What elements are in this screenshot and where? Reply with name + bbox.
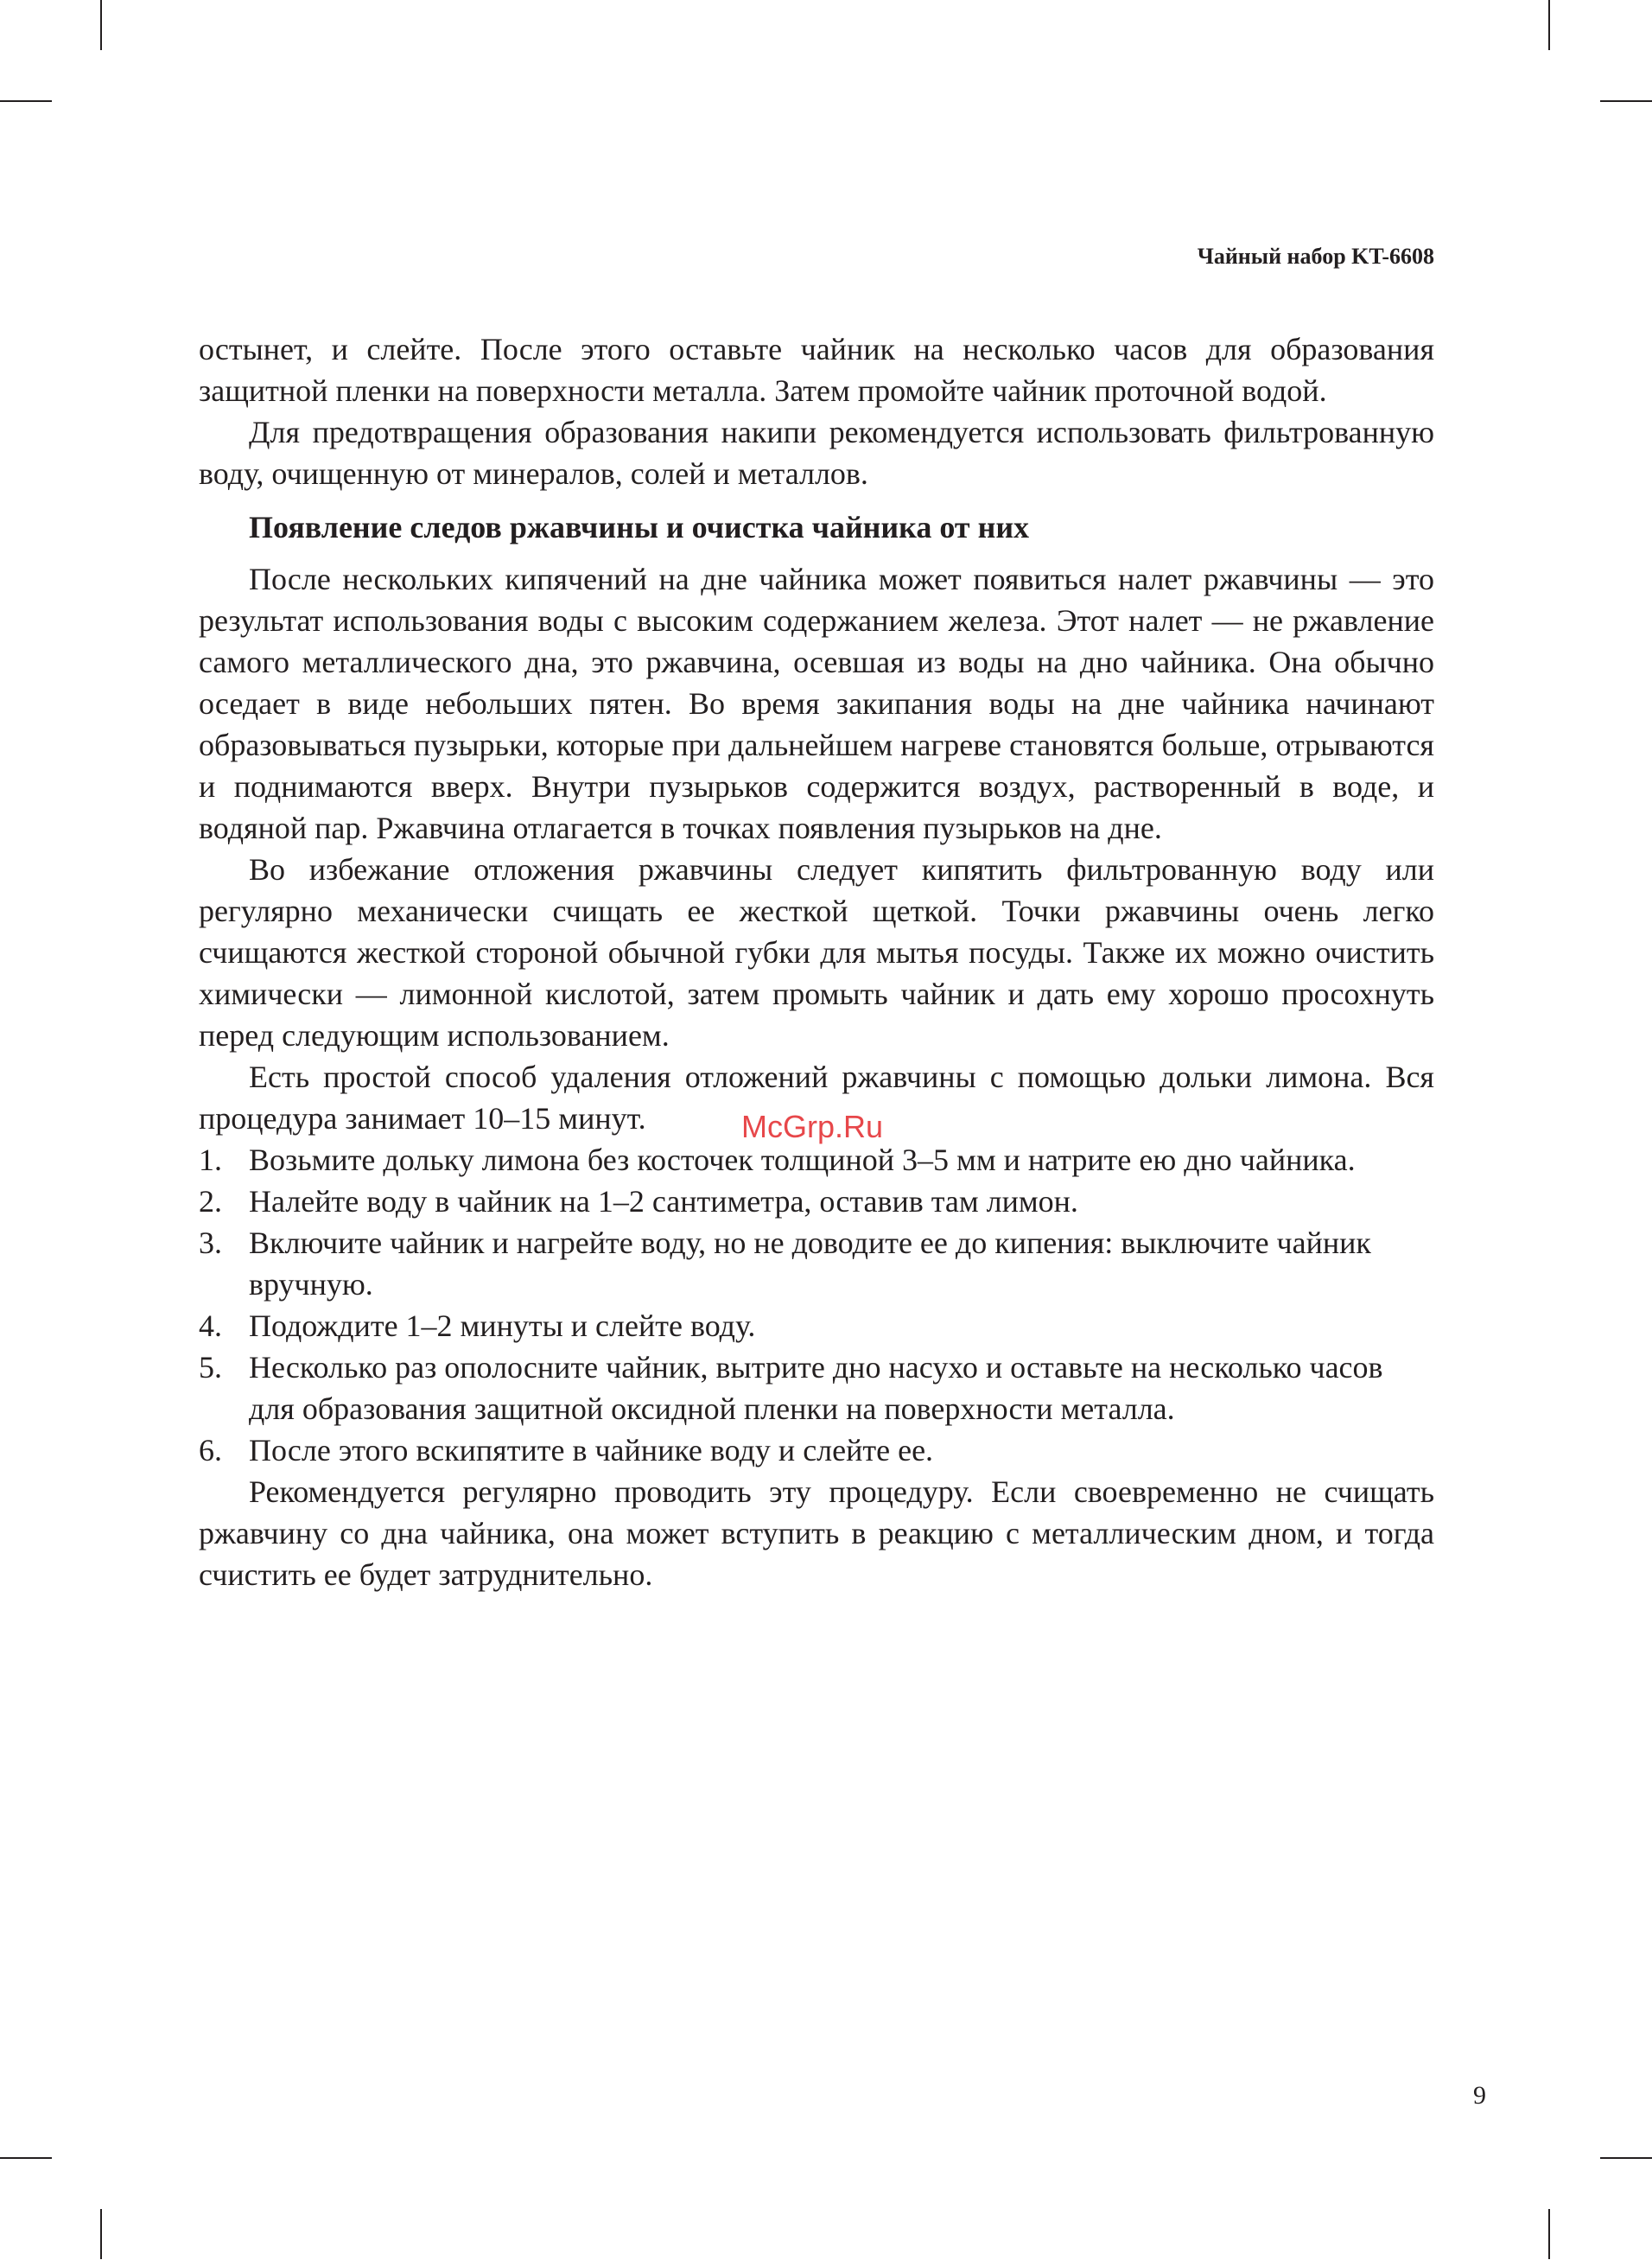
step-number: 2. [199, 1184, 222, 1219]
paragraph-descaling-tip: Для предотвращения образования накипи рекомендуется использовать фильтрованную воду, очищенную от минералов, солей и металлов. [199, 415, 1434, 491]
section-heading: Появление следов ржавчины и очистка чайника от них [249, 510, 1030, 544]
step-text: Включите чайник и нагрейте воду, но не доводите ее до кипения: выключите чайник вручную. [249, 1225, 1371, 1302]
crop-mark-bottom-right [1548, 2209, 1550, 2259]
step-text: Возьмите дольку лимона без косточек толщиной 3–5 мм и натрите ею дно чайника. [249, 1143, 1356, 1177]
crop-mark-left-bottom [0, 2157, 52, 2159]
step-number: 3. [199, 1225, 222, 1260]
page-number: 9 [1473, 2081, 1486, 2110]
list-item [199, 1429, 1434, 1471]
paragraph-lemon-method: Есть простой способ удаления отложений ржавчины с помощью дольки лимона. Вся процедура занимает 10–15 минут. [199, 1060, 1434, 1136]
list-item [199, 1222, 1434, 1305]
main-text [199, 328, 1434, 1595]
running-head: Чайный набор KT-6608 [1197, 244, 1434, 269]
paragraph-continuation: остынет, и слейте. После этого оставьте чайник на несколько часов для образования защитной пленки на поверхности металла. Затем промойте чайник проточной водой. [199, 332, 1434, 408]
step-text: Подождите 1–2 минуты и слейте воду. [249, 1308, 756, 1343]
step-text: Несколько раз ополосните чайник, вытрите дно насухо и оставьте на несколько часов для образования защитной оксидной пленки на поверхности металла. [249, 1350, 1383, 1426]
paragraph-recommendation: Рекомендуется регулярно проводить эту процедуру. Если своевременно не счищать ржавчину со дна чайника, она может вступить в реакцию с металлическим дном, и тогда счистить ее будет затруднительно. [199, 1474, 1434, 1592]
step-number: 6. [199, 1433, 222, 1467]
paragraph-rust-prevention: Во избежание отложения ржавчины следует кипятить фильтрованную воду или регулярно механически счищать ее жесткой щеткой. Точки ржавчины очень легко счищаются жесткой стороной обычной губки для мытья посуды. Также их можно очистить химически — лимонной кислотой, затем промыть чайник и дать ему хорошо просохнуть перед следующим использованием. [199, 852, 1434, 1053]
crop-mark-right-top [1600, 100, 1652, 102]
step-text: Налейте воду в чайник на 1–2 сантиметра, оставив там лимон. [249, 1184, 1078, 1219]
crop-mark-top-right [1548, 0, 1550, 50]
steps-list [199, 1139, 1434, 1471]
list-item [199, 1305, 1434, 1346]
paragraph-rust-cause: После нескольких кипячений на дне чайника может появиться налет ржавчины — это результат использования воды с высоким содержанием железа. Этот налет — не ржавление самого металлического дна, это ржавчина, осевшая из воды на дно чайника. Она обычно оседает в виде небольших пятен. Во время закипания воды на дне чайника начинают образовываться пузырьки, которые при дальнейшем нагреве становятся больше, отрываются и поднимаются вверх. Внутри пузырьков содержится воздух, растворенный в воде, и водяной пар. Ржавчина отлагается в точках появления пузырьков на дне. [199, 562, 1434, 845]
list-item [199, 1346, 1434, 1429]
crop-mark-right-bottom [1600, 2157, 1652, 2159]
step-number: 1. [199, 1143, 222, 1177]
crop-mark-left-top [0, 100, 52, 102]
list-item [199, 1181, 1434, 1222]
watermark: McGrp.Ru [741, 1109, 884, 1144]
crop-mark-bottom-left [100, 2209, 102, 2259]
crop-mark-top-left [100, 0, 102, 50]
step-number: 4. [199, 1308, 222, 1343]
step-text: После этого вскипятите в чайнике воду и слейте ее. [249, 1433, 934, 1467]
step-number: 5. [199, 1350, 222, 1385]
